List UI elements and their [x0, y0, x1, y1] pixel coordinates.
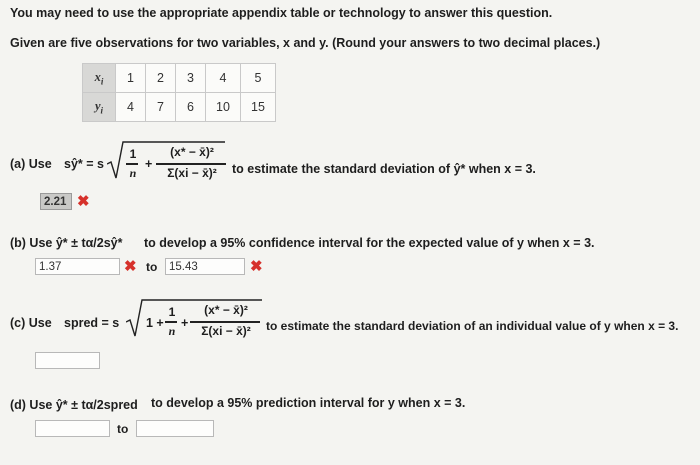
- x-value: 1: [116, 64, 146, 93]
- frac2-denominator: Σ(xi − x̄)²: [167, 166, 217, 180]
- part-a-answer-input[interactable]: 2.21: [40, 193, 72, 210]
- y-value: 7: [146, 93, 176, 122]
- y-row: [83, 93, 276, 122]
- part-c-lhs: spred = s: [64, 316, 120, 330]
- incorrect-x-icon: ✖: [124, 258, 137, 275]
- part-c-answer-input[interactable]: [35, 352, 100, 369]
- frac1-numerator: 1: [129, 147, 137, 161]
- fraction-bar: [165, 321, 177, 323]
- plus-sign: +: [181, 316, 189, 330]
- plus-sign: +: [145, 157, 153, 171]
- fraction-bar: [156, 163, 226, 165]
- to-label: to: [146, 260, 158, 274]
- frac1-denominator: n: [129, 166, 137, 180]
- part-c-text: to estimate the standard deviation of an individual value of y when x = 3.: [266, 319, 679, 333]
- x-value: 4: [206, 64, 241, 93]
- frac2-numerator: (x* − x̄)²: [204, 303, 248, 317]
- x-value: 3: [176, 64, 206, 93]
- incorrect-x-icon: ✖: [77, 193, 90, 210]
- instruction-line-2: Given are five observations for two variables, x and y. (Round your answers to two decimal places.): [10, 36, 601, 50]
- part-b-upper-input[interactable]: 15.43: [165, 258, 245, 275]
- incorrect-x-icon: ✖: [250, 258, 263, 275]
- frac2-denominator: Σ(xi − x̄)²: [201, 324, 251, 338]
- one-plus: 1 +: [146, 316, 164, 330]
- part-d-label: (d) Use ŷ* ± tα/2spred: [10, 398, 138, 412]
- part-b-lower-input[interactable]: 1.37: [35, 258, 120, 275]
- part-a-text: to estimate the standard deviation of ŷ* when x = 3.: [232, 162, 536, 176]
- observations-table: [82, 63, 276, 122]
- part-d-text: to develop a 95% prediction interval for y when x = 3.: [151, 396, 466, 410]
- x-value: 2: [146, 64, 176, 93]
- part-c-label: (c) Use: [10, 316, 52, 330]
- part-b-label: (b) Use ŷ* ± tα/2sŷ*: [10, 236, 123, 250]
- part-d-upper-input[interactable]: [136, 420, 214, 437]
- instruction-line-1: You may need to use the appropriate appendix table or technology to answer this question.: [10, 6, 553, 20]
- part-b-text: to develop a 95% confidence interval for the expected value of y when x = 3.: [144, 236, 595, 250]
- x-header: $x_i$: [83, 64, 116, 93]
- part-a-label: (a) Use: [10, 157, 52, 171]
- fraction-bar: [190, 321, 260, 323]
- y-value: 6: [176, 93, 206, 122]
- y-value: 10: [206, 93, 241, 122]
- y-value: 15: [241, 93, 276, 122]
- frac1-numerator: 1: [168, 305, 176, 319]
- part-d-lower-input[interactable]: [35, 420, 110, 437]
- x-value: 5: [241, 64, 276, 93]
- y-value: 4: [116, 93, 146, 122]
- part-a-lhs: sŷ* = s: [64, 157, 104, 171]
- x-row: [83, 64, 276, 93]
- fraction-bar: [126, 163, 138, 165]
- frac2-numerator: (x* − x̄)²: [170, 145, 214, 159]
- frac1-denominator: n: [168, 324, 176, 338]
- y-header: $y_i$: [83, 93, 116, 122]
- to-label: to: [117, 422, 129, 436]
